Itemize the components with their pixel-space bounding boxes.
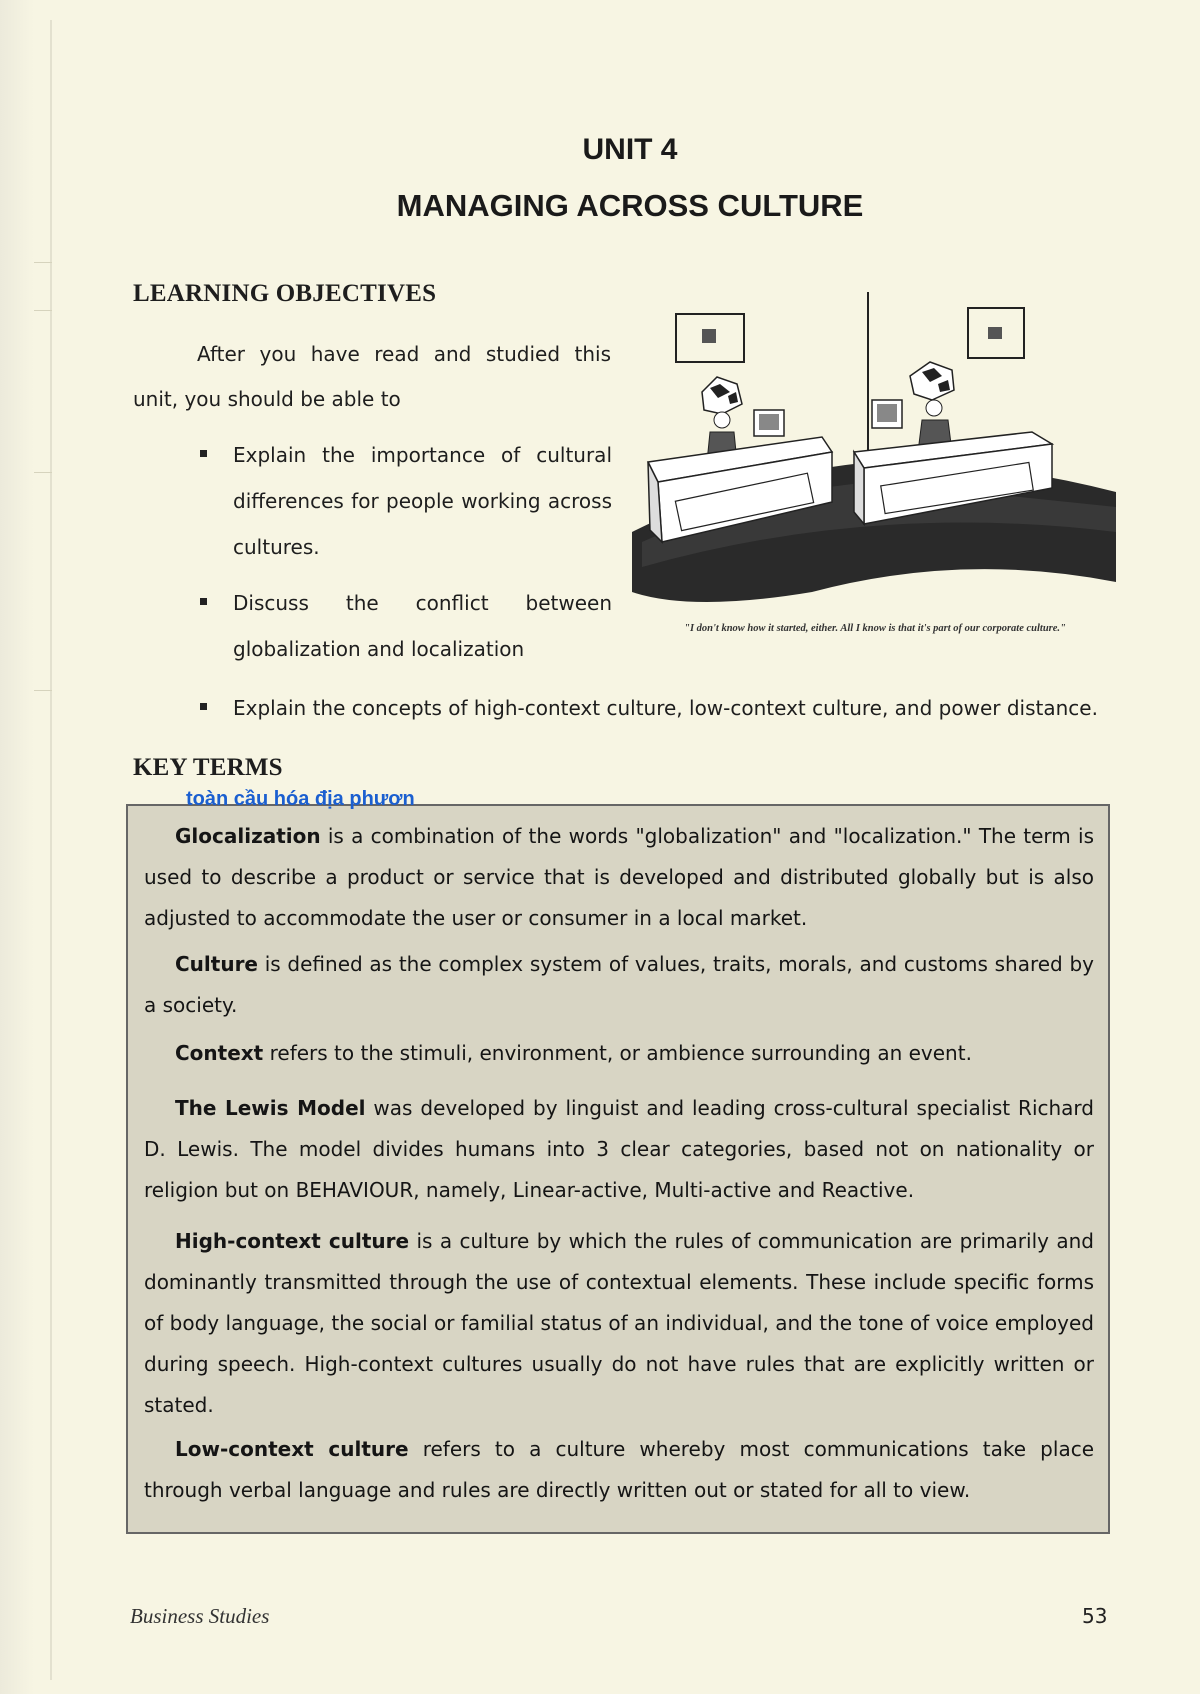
bullet-icon: [200, 703, 207, 710]
margin-tick: [34, 310, 52, 311]
cartoon-illustration: [632, 292, 1116, 642]
term-name: High-context culture: [175, 1229, 410, 1253]
term-definition: is a culture by which the rules of communication are primarily and dominantly transmitted through the use of contextual elements. These include specific forms of body language, the social or familial status of an individual, and the tone of voice employed during speech. High-context cultures usually do not have rules that are explicitly written or stated.: [144, 1229, 1095, 1417]
cartoon-caption: "I don't know how it started, either. All I know is that it's part of our corporate culture.": [684, 623, 1066, 634]
handwritten-annotation: toàn cầu hóa địa phươn: [186, 788, 415, 810]
term-name: Low-context culture: [175, 1437, 409, 1461]
term-definition: is defined as the complex system of values, traits, morals, and customs shared by a society.: [144, 952, 1094, 1017]
key-term: [144, 1033, 1094, 1074]
term-definition: was developed by linguist and leading cross-cultural specialist Richard D. Lewis. The model divides humans into 3 clear categories, based not on nationality or religion but on BEHAVIOUR, namely, Linear-active, Multi-active and Reactive.: [144, 1096, 1094, 1202]
term-name: The Lewis Model: [175, 1096, 366, 1120]
bullet-icon: [200, 450, 207, 457]
unit-number: UNIT 4: [582, 133, 678, 166]
footer-book-title: Business Studies: [130, 1604, 270, 1628]
bullet-icon: [200, 598, 207, 605]
key-terms-box: [126, 804, 1110, 1534]
unit-title: MANAGING ACROSS CULTURE: [396, 188, 864, 223]
objective-text: Explain the importance of cultural differences for people working across cultures.: [233, 443, 612, 559]
objective-item: [200, 432, 612, 570]
term-definition: refers to the stimuli, environment, or ambience surrounding an event.: [263, 1041, 972, 1065]
objective-text: Discuss the conflict between globalization and localization: [233, 591, 612, 661]
key-term: [144, 1088, 1094, 1211]
learning-objectives-intro: [133, 332, 611, 422]
term-definition: is a combination of the words "globalization" and "localization." The term is used to describe a product or service that is developed and distributed globally but is also adjusted to accommodate the user or consumer in a local market.: [144, 824, 1094, 930]
margin-tick: [34, 690, 52, 691]
key-term: [144, 816, 1094, 939]
key-term: [144, 1221, 1094, 1426]
intro-text: After you have read and studied this unit, you should be able to: [133, 342, 611, 411]
margin-tick: [34, 262, 52, 263]
learning-objectives-heading: LEARNING OBJECTIVES: [133, 280, 437, 307]
term-name: Context: [175, 1041, 264, 1065]
objective-item: [200, 685, 1130, 731]
objective-item: [200, 580, 612, 672]
margin-line: [50, 20, 52, 1680]
objective-text: Explain the concepts of high-context culture, low-context culture, and power distance.: [233, 696, 1098, 720]
term-name: Culture: [175, 952, 258, 976]
page-number: 53: [1082, 1604, 1108, 1628]
term-definition: refers to a culture whereby most communications take place through verbal language and rules are directly written out or stated for all to view.: [144, 1437, 1094, 1502]
term-name: Glocalization: [175, 824, 321, 848]
key-term: [144, 944, 1094, 1026]
key-terms-heading: KEY TERMS: [133, 754, 283, 781]
page-edge: [0, 0, 34, 1694]
margin-tick: [34, 472, 52, 473]
key-term: [144, 1429, 1094, 1511]
